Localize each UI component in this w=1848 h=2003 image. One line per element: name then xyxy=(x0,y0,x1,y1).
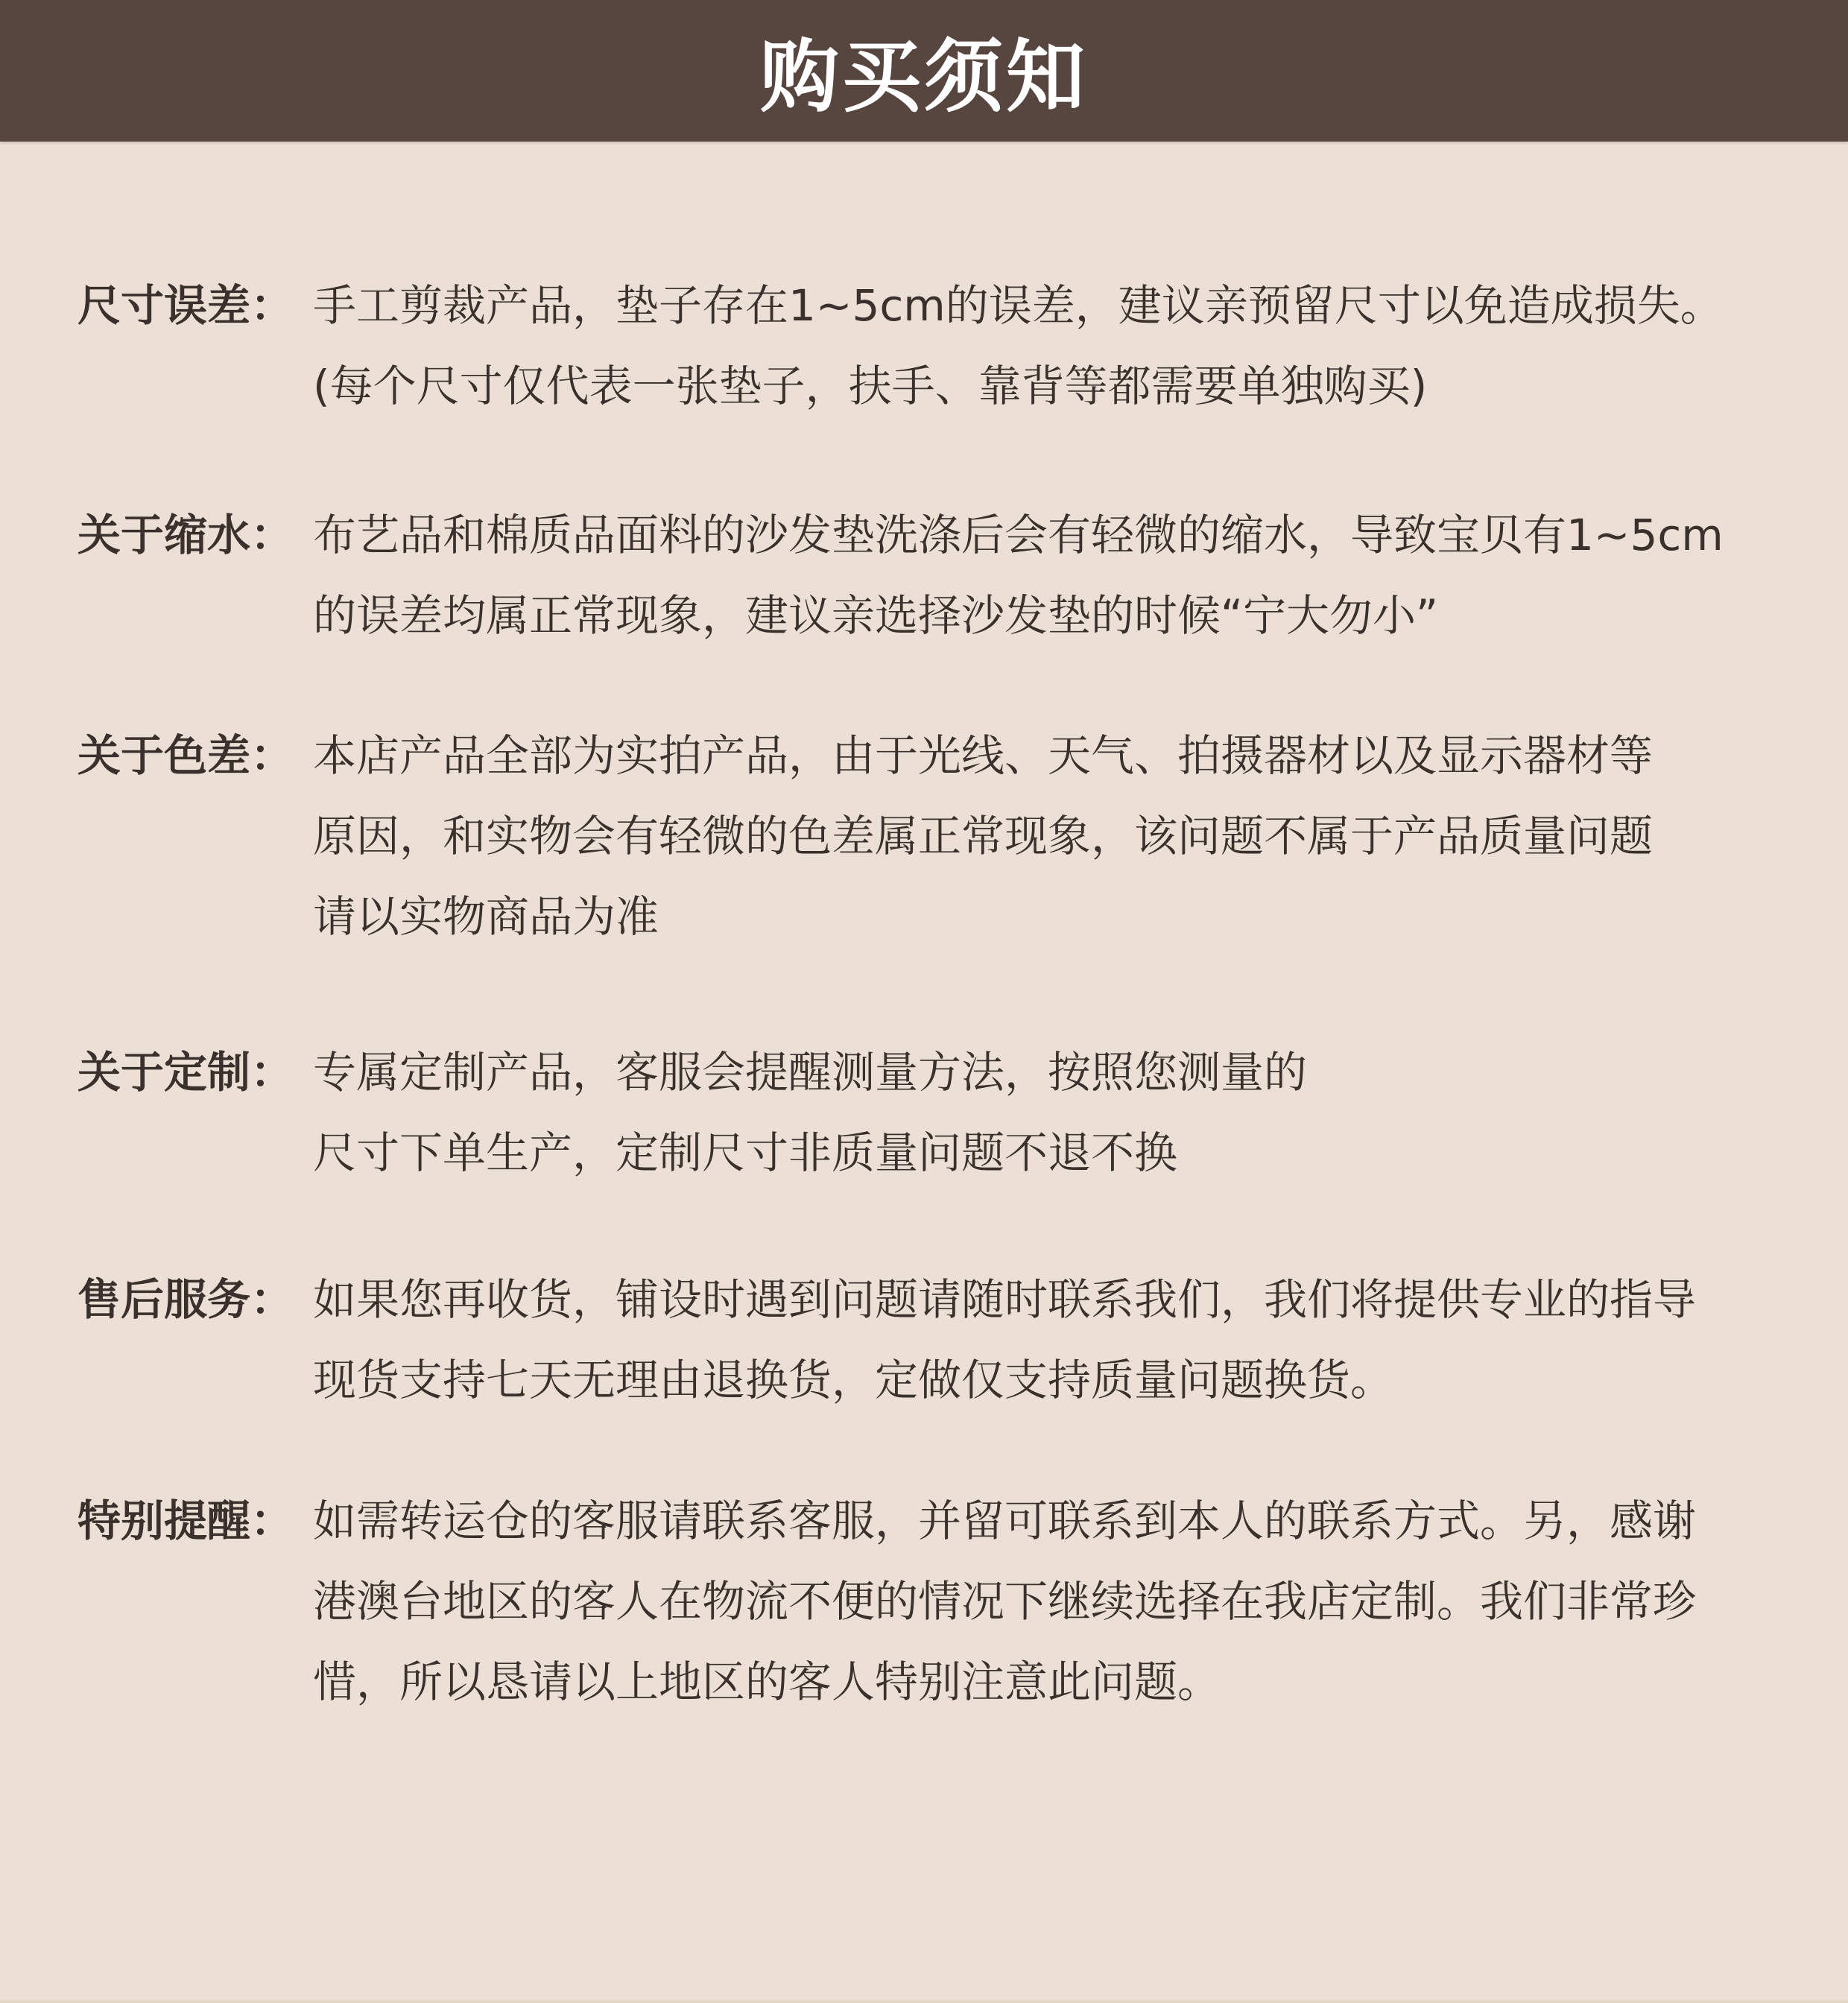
section-text xyxy=(313,1259,1811,1420)
text-line: 港澳台地区的客人在物流不便的情况下继续选择在我店定制。我们非常珍 xyxy=(313,1576,1697,1627)
text-line: 原因，和实物会有轻微的色差属正常现象，该问题不属于产品质量问题 xyxy=(313,811,1654,861)
text-line: 现货支持七天无理由退换货，定做仅支持质量问题换货。 xyxy=(313,1355,1394,1405)
section-label: 关于缩水： xyxy=(77,510,294,560)
text-line: (每个尺寸仅代表一张垫子，扶手、靠背等都需要单独购买) xyxy=(313,361,1428,411)
page-title: 购买须知 xyxy=(760,31,1088,123)
section-label: 售后服务： xyxy=(77,1274,294,1325)
text-line: 惜，所以恳请以上地区的客人特别注意此问题。 xyxy=(313,1656,1221,1707)
text-line: 如果您再收货，铺设时遇到问题请随时联系我们，我们将提供专业的指导 xyxy=(313,1274,1697,1325)
section-label: 关于定制： xyxy=(77,1047,294,1098)
section-label: 特别提醒： xyxy=(77,1496,294,1546)
text-line: 布艺品和棉质品面料的沙发垫洗涤后会有轻微的缩水，导致宝贝有1~5cm xyxy=(313,510,1724,560)
section-text xyxy=(313,495,1811,656)
text-line: 本店产品全部为实拍产品，由于光线、天气、拍摄器材以及显示器材等 xyxy=(313,730,1654,781)
section-text xyxy=(313,265,1811,426)
text-line: 请以实物商品为准 xyxy=(313,891,659,942)
text-line: 的误差均属正常现象，建议亲选择沙发垫的时候“宁大勿小” xyxy=(313,590,1439,641)
text-line: 尺寸下单生产，定制尺寸非质量问题不退不换 xyxy=(313,1127,1178,1178)
text-line: 如需转运仓的客服请联系客服，并留可联系到本人的联系方式。另，感谢 xyxy=(313,1496,1697,1546)
text-line: 专属定制产品，客服会提醒测量方法，按照您测量的 xyxy=(313,1047,1308,1098)
section-text xyxy=(313,1032,1811,1193)
header-banner xyxy=(0,0,1848,142)
section-label: 关于色差： xyxy=(77,730,294,781)
section-text xyxy=(313,715,1811,957)
text-line: 手工剪裁产品，垫子存在1~5cm的误差，建议亲预留尺寸以免造成损失。 xyxy=(313,280,1724,331)
section-label: 尺寸误差： xyxy=(77,280,294,331)
footer-divider xyxy=(0,2000,1848,2003)
section-text xyxy=(313,1481,1811,1722)
